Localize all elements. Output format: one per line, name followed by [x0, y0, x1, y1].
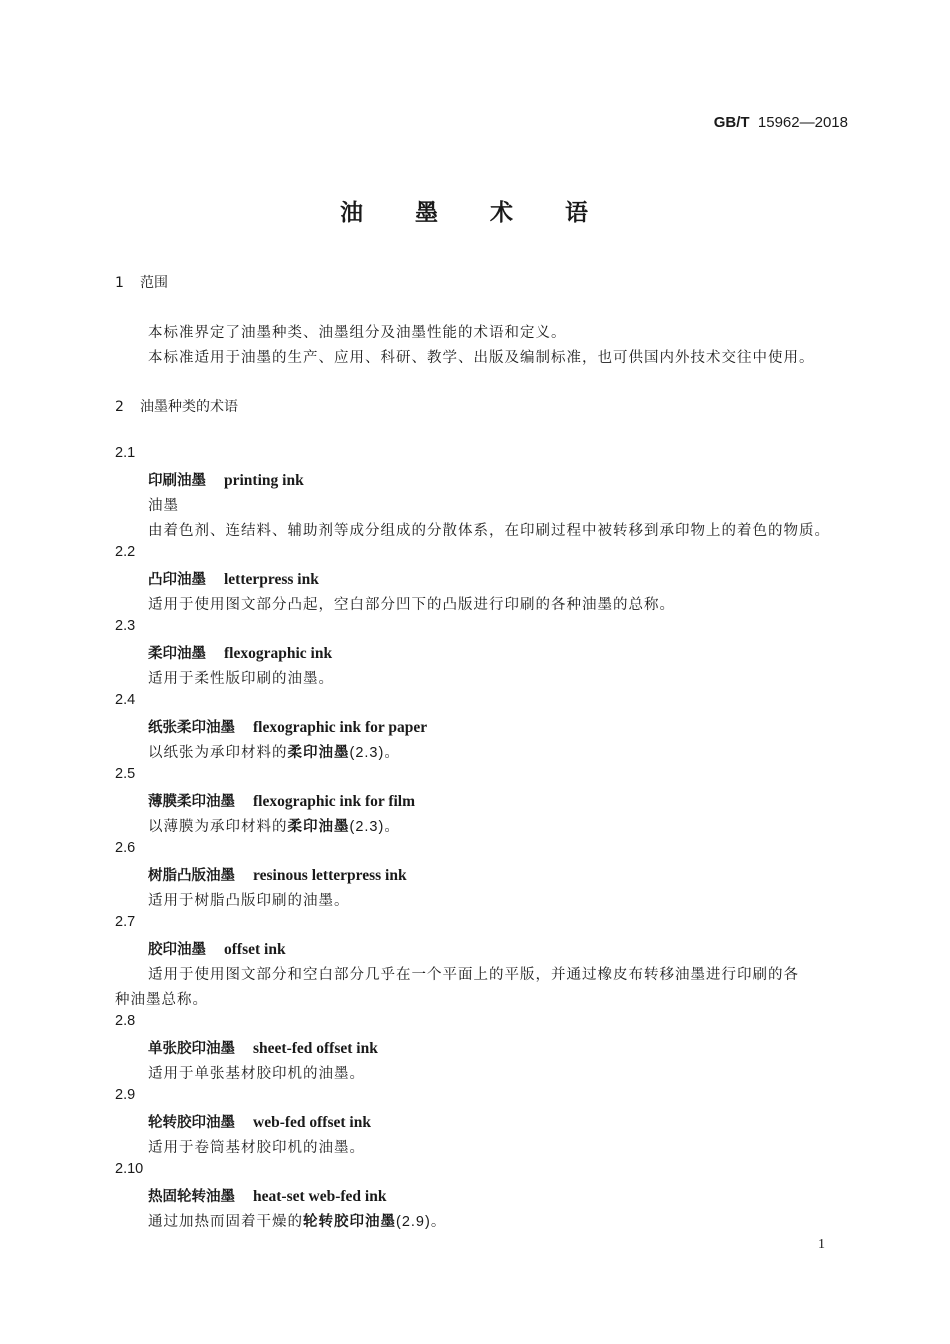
- section-number: 2: [115, 399, 124, 415]
- term-definition: [148, 1210, 446, 1231]
- term-chinese: 轮转胶印油墨: [148, 1115, 235, 1131]
- term-english: flexographic ink: [224, 645, 333, 662]
- term-heading: [148, 642, 332, 663]
- term-definition: 适用于树脂凸版印刷的油墨。: [148, 893, 350, 909]
- term-definition-continued: 种油墨总称。: [115, 992, 208, 1008]
- term-chinese: 薄膜柔印油墨: [148, 794, 235, 810]
- definition-text: 。: [384, 745, 400, 761]
- cross-reference-number: (2.3): [349, 819, 385, 835]
- entry-number: 2.4: [115, 692, 136, 708]
- cross-reference-term: 柔印油墨: [287, 745, 350, 761]
- term-heading: [148, 568, 319, 589]
- term-chinese: 单张胶印油墨: [148, 1041, 235, 1057]
- term-chinese: 柔印油墨: [148, 646, 206, 662]
- definition-text: 以薄膜为承印材料的: [148, 819, 288, 835]
- term-english: web-fed offset ink: [253, 1114, 371, 1131]
- cross-reference-number: (2.3): [349, 745, 385, 761]
- term-definition: 适用于卷筒基材胶印机的油墨。: [148, 1140, 365, 1156]
- term-synonym: 油墨: [148, 498, 179, 514]
- section-title: 范围: [140, 275, 168, 291]
- page-title: 油 墨 术 语: [339, 200, 611, 226]
- standard-number: [714, 114, 848, 131]
- term-heading: [148, 469, 304, 490]
- term-heading: [148, 1037, 378, 1058]
- entry-number: 2.3: [115, 618, 136, 634]
- term-chinese: 凸印油墨: [148, 572, 206, 588]
- term-english: flexographic ink for film: [253, 793, 416, 810]
- entry-number: 2.8: [115, 1013, 136, 1029]
- term-heading: [148, 1111, 371, 1132]
- term-english: sheet-fed offset ink: [253, 1040, 378, 1057]
- standard-prefix: GB/T: [713, 114, 750, 131]
- term-heading: [148, 716, 427, 737]
- term-chinese: 热固轮转油墨: [148, 1189, 235, 1205]
- definition-text: 。: [384, 819, 400, 835]
- entry-number: 2.2: [115, 544, 136, 560]
- term-heading: [148, 1185, 386, 1206]
- entry-number: 2.7: [115, 914, 136, 930]
- entry-number: 2.6: [115, 840, 136, 856]
- term-heading: [148, 864, 407, 885]
- term-definition: [148, 741, 400, 762]
- cross-reference-term: 轮转胶印油墨: [303, 1214, 396, 1230]
- term-heading: [148, 938, 286, 959]
- term-chinese: 树脂凸版油墨: [148, 868, 235, 884]
- section-2-heading: [115, 396, 238, 416]
- term-chinese: 印刷油墨: [148, 473, 206, 489]
- definition-text: 以纸张为承印材料的: [148, 745, 288, 761]
- term-chinese: 胶印油墨: [148, 942, 206, 958]
- term-english: resinous letterpress ink: [253, 867, 407, 884]
- cross-reference-number: (2.9): [396, 1214, 431, 1230]
- term-definition: 适用于使用图文部分和空白部分几乎在一个平面上的平版，并通过橡皮布转移油墨进行印刷的各: [148, 967, 799, 983]
- term-english: heat-set web-fed ink: [253, 1188, 387, 1205]
- term-chinese: 纸张柔印油墨: [148, 720, 235, 736]
- term-definition: [148, 815, 400, 836]
- term-definition: 适用于使用图文部分凸起，空白部分凹下的凸版进行印刷的各种油墨的总称。: [148, 597, 675, 613]
- entry-number: 2.9: [115, 1087, 136, 1103]
- section-number: 1: [115, 275, 124, 291]
- definition-text: 。: [430, 1214, 447, 1230]
- page-number: 1: [818, 1237, 825, 1252]
- entry-number: 2.1: [115, 445, 136, 461]
- term-english: printing ink: [224, 472, 304, 489]
- term-definition: 适用于单张基材胶印机的油墨。: [148, 1066, 365, 1082]
- term-english: offset ink: [224, 941, 286, 958]
- paragraph: 本标准适用于油墨的生产、应用、科研、教学、出版及编制标准，也可供国内外技术交往中使用。: [148, 350, 815, 366]
- entry-number: 2.10: [115, 1161, 144, 1177]
- standard-code: 15962—2018: [757, 114, 848, 131]
- section-1-heading: [115, 272, 168, 292]
- section-title: 油墨种类的术语: [140, 399, 238, 415]
- term-heading: [148, 790, 415, 811]
- entry-number: 2.5: [115, 766, 136, 782]
- term-english: flexographic ink for paper: [253, 719, 428, 736]
- definition-text: 通过加热而固着干燥的: [148, 1214, 303, 1230]
- term-definition: 由着色剂、连结料、辅助剂等成分组成的分散体系，在印刷过程中被转移到承印物上的着色的物质。: [148, 523, 830, 539]
- paragraph: 本标准界定了油墨种类、油墨组分及油墨性能的术语和定义。: [148, 325, 567, 341]
- term-definition: 适用于柔性版印刷的油墨。: [148, 671, 334, 687]
- term-english: letterpress ink: [224, 571, 319, 588]
- cross-reference-term: 柔印油墨: [287, 819, 350, 835]
